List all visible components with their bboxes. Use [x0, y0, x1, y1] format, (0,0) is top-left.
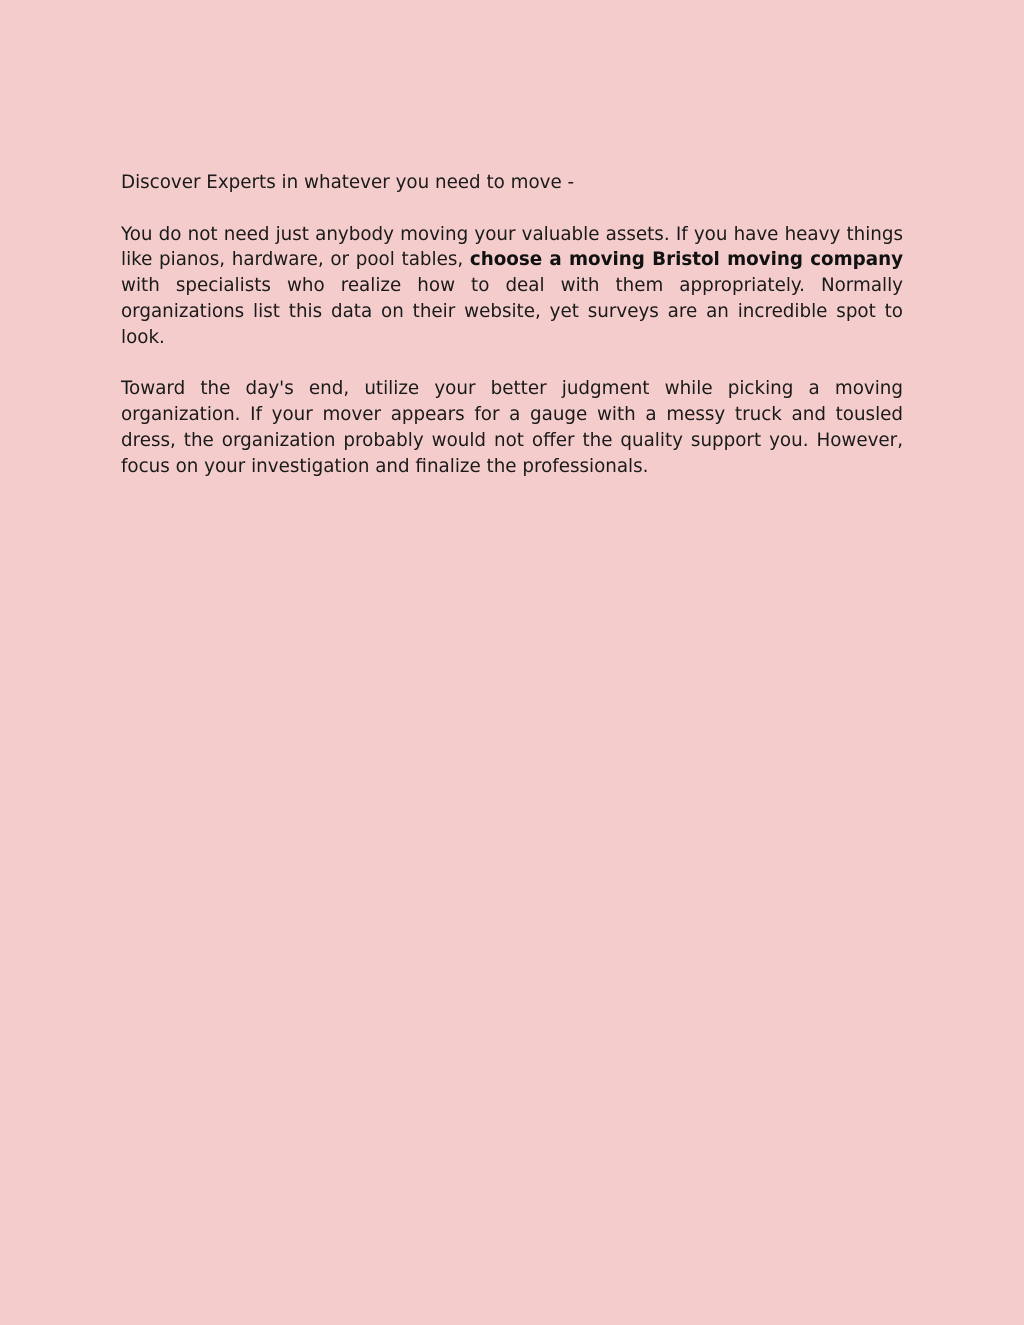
paragraph-specialists-text-start: You do not need just anybody moving your valuable assets. If you have heavy things like pianos, hardware, or pool tables, — [121, 223, 903, 271]
intro-heading: Discover Experts in whatever you need to move - — [121, 172, 575, 193]
paragraph-judgment: Toward the day's end, utilize your better judgment while picking a moving organization. If your mover appears for a gauge with a messy truck and tousled dress, the organization probably would not offer the quality support you. However, focus on your investigation and finalize the professionals. — [121, 378, 903, 477]
paragraph-specialists-text-end: with specialists who realize how to deal with them appropriately. Normally organizations list this data on their website, yet surveys are an incredible spot to look. — [121, 275, 903, 348]
bristol-moving-company-emphasis: choose a moving Bristol moving company — [469, 249, 904, 271]
paragraph-specialists — [121, 222, 903, 351]
document-body — [121, 170, 903, 480]
